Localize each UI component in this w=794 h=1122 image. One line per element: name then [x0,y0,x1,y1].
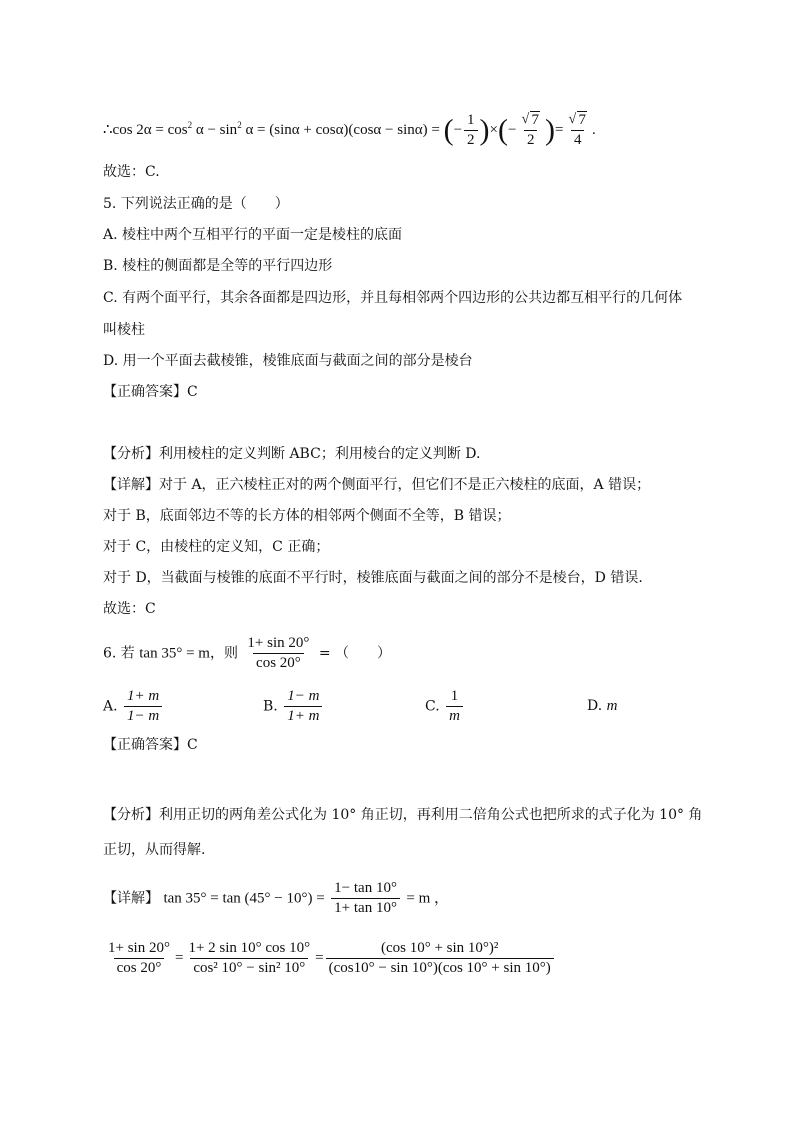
fraction: $\frac{1- m}{1+ m}$ [284,688,322,725]
detail-line: 对于 D，当截面与棱锥的底面不平行时，棱锥底面与截面之间的部分不是棱台，D 错误. [103,570,643,586]
correct-answer: 【正确答案】C [103,737,198,753]
question-5: 5. 下列说法正确的是（ ） [103,196,289,212]
analysis-continued: 正切，从而得解. [103,842,206,858]
choice-a: A. $\frac{1+ m}{1- m}$ [103,688,164,725]
formula-part: α = (sinα + cosα)(cosα − sinα) = [245,121,440,138]
option-d: D. 用一个平面去截棱锥，棱锥底面与截面之间的部分是棱台 [103,353,473,369]
analysis: 【分析】利用棱柱的定义判断 ABC；利用棱台的定义判断 D. [103,446,481,462]
choice-line: 故选：C. [103,164,160,180]
detail-line: 对于 C，由棱柱的定义知，C 正确； [103,539,330,555]
choice-d: D. m [587,698,618,714]
option-a: A. 棱柱中两个互相平行的平面一定是棱柱的底面 [103,227,403,243]
detail-tan35: 【详解】 tan 35° = tan (45° − 10°) = $\frac{1- \tan 10^\circ}{1+ \tan 10^\circ}$ = m ， [103,880,450,916]
choice-b: B. $\frac{1- m}{1+ m}$ [263,688,324,725]
detail-line: 对于 B，底面邻边不等的长方体的相邻两个侧面不全等，B 错误； [103,508,511,524]
fraction: $\frac{\text{(cos 10° + sin 10°)²}}{(\cos 10^\circ - \sin 10^\circ)(\cos 10^\circ + \sin 10^\circ)}$ [326,940,554,977]
option-b: B. 棱柱的侧面都是全等的平行四边形 [103,258,333,274]
fraction: $\frac{1+ m}{1- m}$ [124,688,162,725]
option-c: C. 有两个面平行，其余各面都是四边形，并且每相邻两个四边形的公共边都互相平行的几何体 [103,290,683,306]
formula-part: α − sin [195,121,238,138]
correct-answer: 【正确答案】C [103,384,198,400]
fraction: $\frac{1+ \sin 20^\circ}{\cos 20^\circ}$ [247,635,310,671]
analysis: 【分析】利用正切的两角差公式化为 10° 角正切，再利用二倍角公式也把所求的式子化为 10° 角 [103,807,703,823]
question-6: 6. 若 tan 35° = m，则 $\frac{1+ \sin 20^\circ}{\cos 20^\circ}$ = （ ） [103,635,392,671]
option-c-continued: 叫棱柱 [103,322,145,338]
fraction: $\frac{1+ \sin 20^\circ}{\cos 20^\circ}$ [108,940,170,976]
fraction: $\frac{1+ 2 \sin 10^\circ \cos 10^\circ}{\text{cos² 10° − sin² 10°}}$ [188,940,311,976]
fraction: $\frac{1}{m}$ [446,688,463,725]
fraction: $\frac{1}{2}$ [464,112,478,149]
fraction: $\frac{1- \tan 10^\circ}{1+ \tan 10^\circ}$ [331,880,400,917]
fraction: √ $\frac{7}{4}$ [565,112,590,149]
formula-part: ∴cos 2α = cos [103,121,188,138]
detail-line: 【详解】对于 A，正六棱柱正对的两个侧面平行，但它们不是正六棱柱的底面，A 错误； [103,477,651,493]
choice-c: C. $\frac{1}{m}$ [425,688,465,725]
choice-line: 故选：C [103,601,156,617]
detail-equation: $\frac{1+ \sin 20^\circ}{\cos 20^\circ}$ = $\frac{1+ 2 \sin 10^\circ \cos 10^\circ}{\text{cos² 10° − sin² 10°}}$ = $\frac{\text{(cos 10° + sin 10°)²}}{(\cos 10^\circ - \sin 10^\circ)(\cos 10^\circ + \sin 10^\circ)}$ [103,940,556,977]
cos2a-formula: ∴cos $2\alpha = \cos^2 \alpha - \sin^2 \alpha = (\sin\alpha + \cos\alpha)(\cos\alpha - \sin\alpha)$ = (− $\frac{1}{2}$ )×(− √ $\frac{7}{2}$ )= √ $\frac{7}{4}$ . [103,112,596,149]
fraction: √ $\frac{7}{2}$ [518,112,543,149]
